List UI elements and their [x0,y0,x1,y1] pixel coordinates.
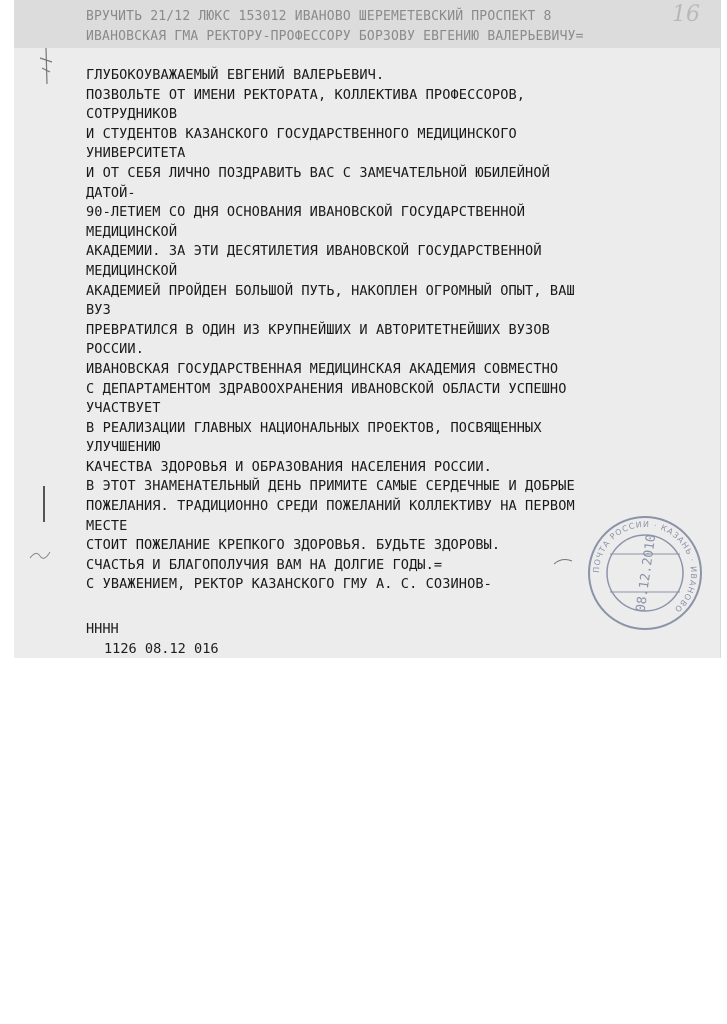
body-line: СТОИТ ПОЖЕЛАНИЕ КРЕПКОГО ЗДОРОВЬЯ. БУДЬТЕ ЗДОРОВЫ. [86,537,501,554]
stamp-ring-text: ПОЧТА РОССИИ · КАЗАНЬ · ИВАНОВО [591,519,699,615]
body-line: УЛУЧШЕНИЮ [86,439,161,456]
body-line: С ДЕПАРТАМЕНТОМ ЗДРАВООХРАНЕНИЯ ИВАНОВСКОЙ ОБЛАСТИ УСПЕШНО [86,380,567,397]
body-line: В ЭТОТ ЗНАМЕНАТЕЛЬНЫЙ ДЕНЬ ПРИМИТЕ САМЫЕ СЕРДЕЧНЫЕ И ДОБРЫЕ [86,478,575,495]
body-line: МЕДИЦИНСКОЙ [86,262,178,279]
body-line: УЧАСТВУЕТ [86,400,161,417]
stamp-date: 08.12.2010 [633,533,660,614]
body-line: СОТРУДНИКОВ [86,106,178,123]
body-line: С УВАЖЕНИЕМ, РЕКТОР КАЗАНСКОГО ГМУ А. С. СОЗИНОВ- [86,576,492,593]
page-number: 16 [672,2,700,27]
body-line: СЧАСТЬЯ И БЛАГОПОЛУЧИЯ ВАМ НА ДОЛГИЕ ГОДЫ.= [86,556,443,573]
body-line: АКАДЕМИИ. ЗА ЭТИ ДЕСЯТИЛЕТИЯ ИВАНОВСКОЙ ГОСУДАРСТВЕННОЙ [86,243,542,260]
transmission-code: 1126 08.12 016 [104,641,219,657]
body-line: МЕСТЕ [86,517,128,534]
body-line: МЕДИЦИНСКОЙ [86,223,178,240]
body-line: ПОЗВОЛЬТЕ ОТ ИМЕНИ РЕКТОРАТА, КОЛЛЕКТИВА ПРОФЕССОРОВ, [86,86,526,103]
body-line: ПОЖЕЛАНИЯ. ТРАДИЦИОННО СРЕДИ ПОЖЕЛАНИЙ КОЛЛЕКТИВУ НА ПЕРВОМ [86,498,575,515]
margin-mark-icon [36,46,56,86]
body-line: ВУЗ [86,302,111,319]
postal-stamp [586,514,704,632]
body-line: 90-ЛЕТИЕМ СО ДНЯ ОСНОВАНИЯ ИВАНОВСКОЙ ГОСУДАРСТВЕННОЙ [86,204,526,221]
body-line: КАЧЕСТВА ЗДОРОВЬЯ И ОБРАЗОВАНИЯ НАСЕЛЕНИЯ РОССИИ. [86,458,492,475]
pen-tick-icon [552,555,574,567]
body-line: В РЕАЛИЗАЦИИ ГЛАВНЫХ НАЦИОНАЛЬНЫХ ПРОЕКТОВ, ПОСВЯЩЕННЫХ [86,419,542,436]
body-line: УНИВЕРСИТЕТА [86,145,186,162]
body-line: ДАТОЙ- [86,184,136,201]
body-line: АКАДЕМИЕЙ ПРОЙДЕН БОЛЬШОЙ ПУТЬ, НАКОПЛЕН ОГРОМНЫЙ ОПЫТ, ВАШ [86,282,575,299]
address-line-2: ИВАНОВСКАЯ ГМА РЕКТОРУ-ПРОФЕССОРУ БОРЗОВУ ЕВГЕНИЮ ВАЛЕРЬЕВИЧУ= [86,29,584,44]
margin-squiggle-icon [28,548,52,562]
body-line: ГЛУБОКОУВАЖАЕМЫЙ ЕВГЕНИЙ ВАЛЕРЬЕВИЧ. [86,67,385,83]
telegram-body [86,66,575,595]
body-line: РОССИИ. [86,341,144,358]
end-mark: НННН [86,621,119,637]
address-line-1: ВРУЧИТЬ 21/12 ЛЮКС 153012 ИВАНОВО ШЕРЕМЕТЕВСКИЙ ПРОСПЕКТ 8 [86,9,552,24]
body-line: И ОТ СЕБЯ ЛИЧНО ПОЗДРАВИТЬ ВАС С ЗАМЕЧАТЕЛЬНОЙ ЮБИЛЕЙНОЙ [86,164,550,181]
body-line: И СТУДЕНТОВ КАЗАНСКОГО ГОСУДАРСТВЕННОГО МЕДИЦИНСКОГО [86,125,517,142]
address-block [86,7,584,47]
body-line: ИВАНОВСКАЯ ГОСУДАРСТВЕННАЯ МЕДИЦИНСКАЯ АКАДЕМИЯ СОВМЕСТНО [86,360,559,377]
body-line: ПРЕВРАТИЛСЯ В ОДИН ИЗ КРУПНЕЙШИХ И АВТОРИТЕТНЕЙШИХ ВУЗОВ [86,321,550,338]
margin-bar [43,486,45,522]
